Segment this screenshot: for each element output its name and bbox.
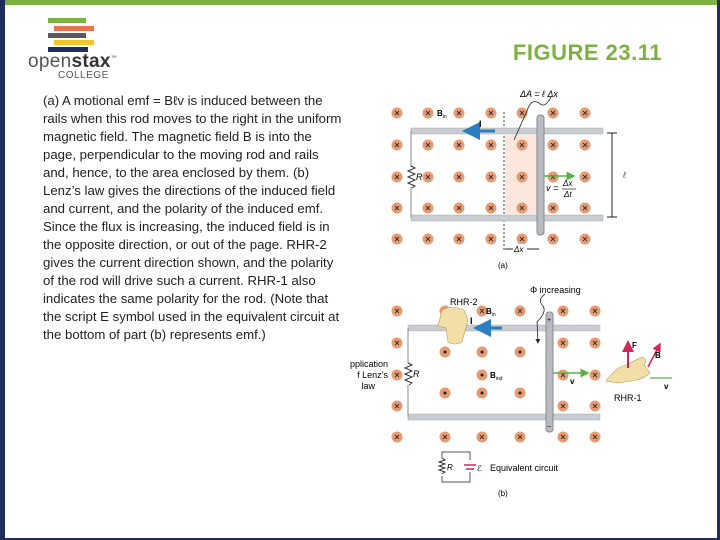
moving-rod-b: [546, 312, 553, 432]
current-label-b: I: [470, 316, 473, 326]
dx-label: Δx: [514, 245, 524, 254]
flux-pointer: [537, 294, 545, 343]
velocity-label-b: v: [570, 377, 575, 386]
rhr2-hand: [438, 308, 468, 345]
b-in-label-b: [486, 307, 496, 318]
bottom-rail-b: [408, 414, 600, 420]
logo-text-light: open: [28, 51, 72, 72]
moving-rod-a: [537, 115, 544, 235]
v-hand-label: v: [664, 382, 669, 391]
top-rail: [411, 128, 603, 134]
b-in-sub-a: in: [442, 114, 447, 120]
eq-emf-label: ℰ: [477, 464, 482, 473]
application-label-3: law: [361, 381, 375, 391]
b-in-sub-b: in: [491, 312, 496, 318]
figure-a: [392, 89, 627, 270]
b-ind-sub: ind: [495, 376, 503, 382]
flux-label: Φ increasing: [530, 285, 581, 295]
force-label: F: [632, 341, 637, 350]
figure-b: [350, 285, 672, 498]
logo-text-bold: stax: [71, 51, 111, 72]
figure-caption: (a) A motional emf = Bℓv is induced between the rails when this rod moves to the right in the uniform magnetic field. The magnetic field B is into the page, perpendicular to the moving rod and rails and, hence, to the area enclosed by them. (b) Lenz’s law gives the directions of the induced field and current, and the polarity of the induced emf. Since the flux is increasing, the induced field is in the opposite direction, or out of the page. RHR-2 gives the current direction shown, and the polarity of the rod will drive such a current. RHR-1 also indicates the same polarity for the rod. (Note that the script E symbol used in the equivalent circuit at the bottom of part (b) represents emf.): [43, 93, 342, 342]
application-label-1: pplication: [349, 359, 388, 369]
velocity-num: Δx: [563, 179, 573, 188]
b-ind-label: [490, 371, 503, 382]
resistor-label-a: R: [416, 172, 423, 182]
velocity-label-a: v =: [546, 183, 559, 193]
bottom-rail: [411, 215, 603, 221]
b-ind-letter: B: [490, 371, 496, 380]
resistor-label-b: R: [413, 369, 420, 379]
figure-a-label: (a): [498, 261, 508, 270]
logo-tm: ™: [110, 55, 118, 62]
rhr2-label: RHR-2: [450, 297, 478, 307]
b-in-label-a: [437, 109, 447, 120]
top-rail-b: [408, 325, 600, 331]
eq-resistor-label: R: [447, 463, 453, 472]
slide-title: FIGURE 23.11: [512, 40, 662, 65]
rod-plus: +: [547, 317, 552, 324]
equivalent-circuit-label: Equivalent circuit: [490, 463, 559, 473]
b-hand-label: B: [655, 351, 661, 360]
current-label-a: I: [479, 119, 482, 129]
velocity-den: Δt: [564, 190, 572, 199]
length-label: ℓ: [623, 170, 626, 180]
b-in-letter-b: B: [486, 307, 492, 316]
application-label-2: f Lenz’s: [357, 370, 388, 380]
rhr1-label: RHR-1: [614, 393, 642, 403]
figure-b-label: (b): [498, 489, 508, 498]
logo-subtitle: COLLEGE: [58, 70, 109, 81]
b-in-letter-a: B: [437, 109, 443, 118]
rod-minus: −: [547, 424, 552, 431]
delta-a-label: ΔA = ℓ Δx: [520, 89, 558, 99]
